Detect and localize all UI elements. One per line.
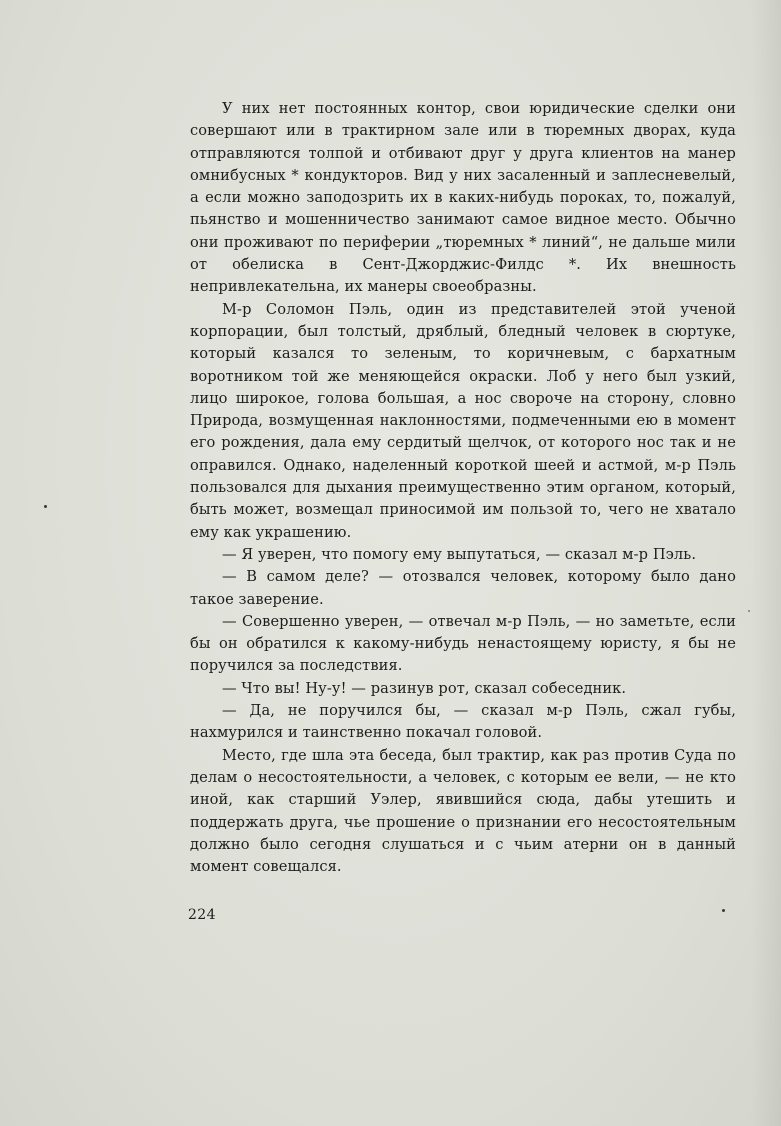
page-number: 224 — [188, 907, 216, 923]
paragraph: — Что вы! Ну-у! — разинув рот, сказал собеседник. — [222, 679, 627, 697]
paper-speck — [748, 610, 750, 612]
page-edge-shadow — [751, 0, 781, 1126]
paper-speck — [722, 909, 725, 912]
paragraph: М-р Соломон Пэль, один из представителей этой ученой корпорации, был толстый, дряблый, бледный человек в сюртуке, который казался то зеленым, то коричневым, с бархатным воротником той же меняющейся окраски. Лоб у него был узкий, лицо широкое, голова большая, а нос свороче на сторону, словно Природа, возмущенная наклонностями, подмеченными ею в момент его рождения, дала ему сердитый щелчок, от которого нос так и не оправился. Однако, наделенный короткой шеей и астмой, м-р Пэль пользовался для дыхания преимущественно этим органом, который, быть может, возмещал приносимой им пользой то, чего не хватало ему как украшению. — [190, 300, 736, 541]
paper-speck — [44, 505, 47, 508]
paragraph: — В самом деле? — отозвался человек, которому было дано такое заверение. — [190, 568, 736, 608]
paragraph: Место, где шла эта беседа, был трактир, как раз против Суда по делам о несостоятельности, а человек, с которым ее вели, — не кто иной, как старший Уэлер, явившийся сюда, дабы утешить и поддержать друга, чье прошение о признании его несостоятельным должно было сегодня слушаться и с чьим атерни он в данный момент совещался. — [190, 746, 736, 876]
body-text — [190, 98, 736, 878]
paragraph: — Совершенно уверен, — отвечал м-р Пэль, — но заметьте, если бы он обратился к какому-нибудь ненастоящему юристу, я бы не поручился за последствия. — [190, 612, 736, 675]
paragraph: У них нет постоянных контор, свои юридические сделки они совершают или в трактирном зале или в тюремных дворах, куда отправляются толпой и отбивают друг у друга клиентов на манер омнибусных * кондукторов. Вид у них засаленный и заплесневелый, а если можно заподозрить их в каких-нибудь пороках, то, пожалуй, пьянство и мошенничество занимают самое видное место. Обычно они проживают по периферии „тюремных * линий“, не дальше мили от обелиска в Сент-Джорджис-Филдс *. Их внешность непривлекательна, их манеры своеобразны. — [190, 100, 736, 296]
paragraph: — Да, не поручился бы, — сказал м-р Пэль, сжал губы, нахмурился и таинственно покачал головой. — [190, 702, 736, 742]
paragraph: — Я уверен, что помогу ему выпутаться, — сказал м-р Пэль. — [222, 545, 697, 563]
